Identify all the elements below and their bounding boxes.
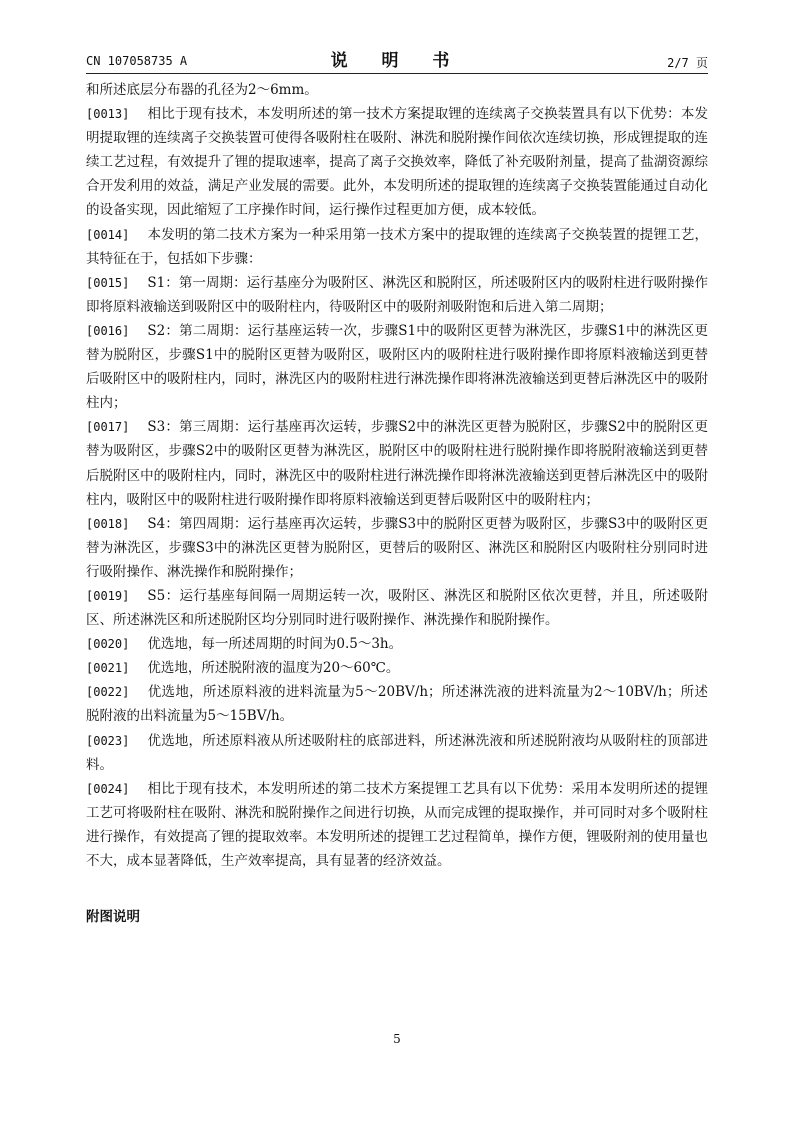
paragraph-text: 优选地，所述脱附液的温度为20～60℃。 (147, 660, 400, 677)
paragraph-text: 优选地，所述原料液从所述吸附柱的底部进料，所述淋洗液和所述脱附液均从吸附柱的顶部进料。 (86, 732, 708, 773)
paragraph-0013 (86, 102, 708, 222)
paragraph-0019 (86, 584, 708, 632)
paragraph-number: [0014] (86, 227, 130, 242)
document-body (86, 78, 708, 873)
page-number: 5 (393, 1032, 401, 1046)
patent-number: CN 107058735 A (86, 54, 188, 68)
paragraph-text: 相比于现有技术，本发明所述的第一技术方案提取锂的连续离子交换装置具有以下优势：本发明提取锂的连续离子交换装置可使得各吸附柱在吸附、淋洗和脱附操作间依次连续切换，形成锂提取的连续工艺过程，有效提升了锂的提取速率，提高了离子交换效率，降低了补充吸附剂量，提高了盐湖资源综合开发利用的效益，满足产业发展的需要。此外，本发明所述的提取锂的连续离子交换装置能通过自动化的设备实现，因此缩短了工序操作时间，运行操作过程更加方便，成本较低。 (86, 106, 708, 219)
paragraph-number: [0021] (86, 661, 130, 676)
paragraph-text: S3：第三周期：运行基座再次运转，步骤S2中的淋洗区更替为脱附区，步骤S2中的脱附区更替为吸附区，步骤S2中的吸附区更替为淋洗区，脱附区中的吸附柱进行脱附操作即将脱附液输送到更替后脱附区中的吸附柱内，同时，淋洗区中的吸附柱进行淋洗操作即将淋洗液输送到更替后淋洗区中的吸附柱内，吸附区中的吸附柱进行吸附操作即将原料液输送到更替后吸附区中的吸附柱内； (86, 419, 708, 508)
paragraph-number: [0017] (86, 420, 130, 435)
paragraph-number: [0023] (86, 733, 130, 748)
paragraph-number: [0024] (86, 781, 130, 796)
paragraph-number: [0015] (86, 275, 130, 290)
document-title: 说 明 书 (330, 51, 464, 71)
paragraph-text: S1：第一周期：运行基座分为吸附区、淋洗区和脱附区，所述吸附区内的吸附柱进行吸附操作即将原料液输送到吸附区中的吸附柱内，待吸附区中的吸附剂吸附饱和后进入第二周期； (86, 274, 708, 315)
paragraph-0020 (86, 632, 708, 656)
paragraph-0018 (86, 512, 708, 584)
paragraph-0024 (86, 777, 708, 873)
paragraph-0021 (86, 656, 708, 680)
paragraph-text: S4：第四周期：运行基座再次运转，步骤S3中的脱附区更替为吸附区，步骤S3中的吸附区更替为淋洗区，步骤S3中的淋洗区更替为脱附区，更替后的吸附区、淋洗区和脱附区内吸附柱分别同时进行吸附操作、淋洗操作和脱附操作； (86, 515, 708, 580)
paragraph-text: 优选地，所述原料液的进料流量为5～20BV/h；所述淋洗液的进料流量为2～10BV/h；所述脱附液的出料流量为5～15BV/h。 (86, 684, 709, 725)
paragraph-number: [0019] (86, 588, 130, 603)
paragraph-continuation (86, 78, 708, 102)
page-header (86, 48, 708, 70)
paragraph-0016 (86, 319, 708, 415)
paragraph-text: 优选地，每一所述周期的时间为0.5～3h。 (147, 636, 403, 653)
paragraph-text: S2：第二周期：运行基座运转一次，步骤S1中的吸附区更替为淋洗区，步骤S1中的淋洗区更替为脱附区，步骤S1中的脱附区更替为吸附区，吸附区内的吸附柱进行吸附操作即将原料液输送到更替后吸附区中的吸附柱内，同时，淋洗区内的吸附柱进行淋洗操作即将淋洗液输送到更替后淋洗区中的吸附柱内； (86, 322, 708, 412)
paragraph-text: 和所述底层分布器的孔径为2～6mm。 (86, 82, 318, 98)
paragraph-0022 (86, 680, 708, 728)
paragraph-text: 本发明的第二技术方案为一种采用第一技术方案中的提取锂的连续离子交换装置的提锂工艺，其特征在于，包括如下步骤： (86, 226, 708, 267)
paragraph-number: [0016] (86, 323, 130, 338)
paragraph-0014 (86, 223, 708, 271)
paragraph-number: [0022] (86, 685, 130, 700)
paragraph-text: 相比于现有技术，本发明所述的第二技术方案提锂工艺具有以下优势：采用本发明所述的提锂工艺可将吸附柱在吸附、淋洗和脱附操作之间进行切换，从而完成锂的提取操作，并可同时对多个吸附柱进行操作，有效提高了锂的提取效率。本发明所述的提锂工艺过程简单，操作方便，锂吸附剂的使用量也不大，成本显著降低，生产效率提高，具有显著的经济效益。 (86, 780, 708, 869)
paragraph-number: [0013] (86, 107, 130, 122)
page-indicator: 2/7 页 (667, 56, 708, 70)
paragraph-0015 (86, 271, 708, 319)
header-rule (86, 73, 708, 74)
paragraph-0023 (86, 729, 708, 777)
paragraph-0017 (86, 415, 708, 511)
paragraph-number: [0018] (86, 516, 130, 531)
paragraph-number: [0020] (86, 637, 130, 652)
section-heading: 附图说明 (86, 909, 140, 925)
paragraph-text: S5：运行基座每间隔一周期运转一次，吸附区、淋洗区和脱附区依次更替，并且，所述吸附区、所述淋洗区和所述脱附区均分别同时进行吸附操作、淋洗操作和脱附操作。 (86, 587, 708, 629)
